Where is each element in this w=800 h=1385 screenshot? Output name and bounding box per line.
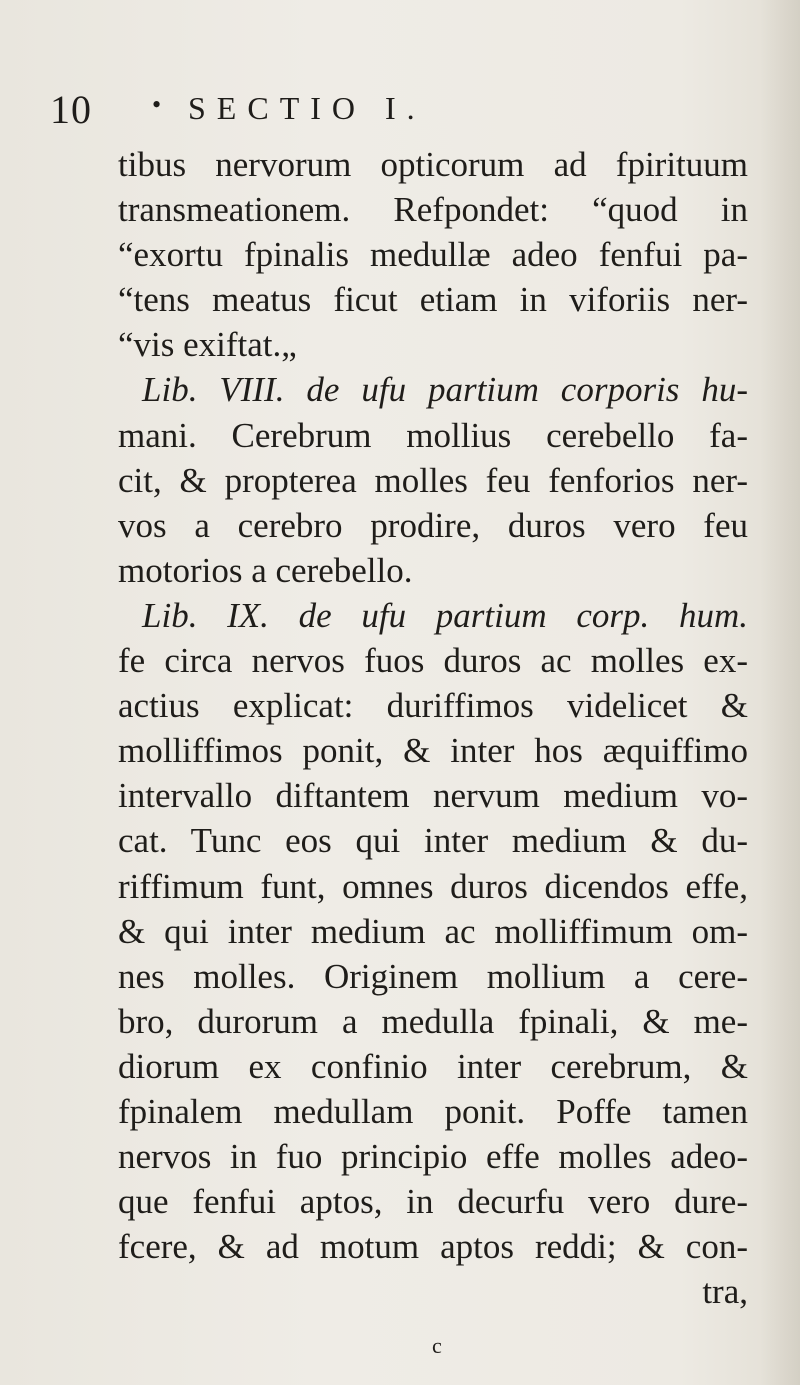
text-line: tra,	[702, 1272, 748, 1312]
text-line: fe circa nervos fuos duros ac molles ex-	[118, 641, 748, 681]
text-line: diorum ex confinio inter cerebrum, &	[118, 1046, 748, 1086]
text-line: nes molles. Originem mollium a cere-	[118, 956, 748, 996]
text-line: Lib. IX. de ufu partium corp. hum.	[142, 595, 748, 635]
page-header	[50, 86, 750, 136]
text-line: mani. Cerebrum mollius cerebello fa-	[118, 415, 748, 455]
text-line: motorios a cerebello.	[118, 550, 413, 590]
text-line: “exortu fpinalis medullæ adeo fenfui pa-	[118, 235, 748, 275]
signature-mark: c	[432, 1333, 442, 1358]
text-line: & qui inter medium ac molliffimum om-	[118, 911, 748, 951]
text-line: nervos in fuo principio effe molles adeo-	[118, 1137, 748, 1177]
header-ornament: •	[152, 90, 162, 119]
text-line: Lib. VIII. de ufu partium corporis hu-	[142, 370, 748, 410]
body-text	[118, 142, 748, 1314]
running-title: SECTIO I.	[188, 90, 426, 126]
text-line: cit, & propterea molles feu fenforios ner-	[118, 460, 748, 500]
text-line: actius explicat: duriffimos videlicet &	[118, 686, 748, 726]
text-line: molliffimos ponit, & inter hos æquiffimo	[118, 731, 748, 771]
text-line: fpinalem medullam ponit. Poffe tamen	[118, 1091, 748, 1131]
text-line: vos a cerebro prodire, duros vero feu	[118, 505, 748, 545]
text-line: “tens meatus ficut etiam in viforiis ner-	[118, 280, 748, 320]
text-line: intervallo diftantem nervum medium vo-	[118, 776, 748, 816]
text-line: “vis exiftat.„	[118, 325, 297, 365]
text-line: tibus nervorum opticorum ad fpirituum	[118, 145, 748, 184]
page-number: 10	[50, 87, 92, 132]
text-line: transmeationem. Refpondet: “quod in	[118, 190, 748, 230]
text-line: bro, durorum a medulla fpinali, & me-	[118, 1001, 748, 1041]
text-line: cat. Tunc eos qui inter medium & du-	[118, 821, 748, 861]
text-line: que fenfui aptos, in decurfu vero dure-	[118, 1182, 748, 1222]
text-line: fcere, & ad motum aptos reddi; & con-	[118, 1227, 748, 1267]
page-edge-shadow	[760, 0, 800, 1385]
text-line: riffimum funt, omnes duros dicendos effe,	[118, 866, 748, 906]
